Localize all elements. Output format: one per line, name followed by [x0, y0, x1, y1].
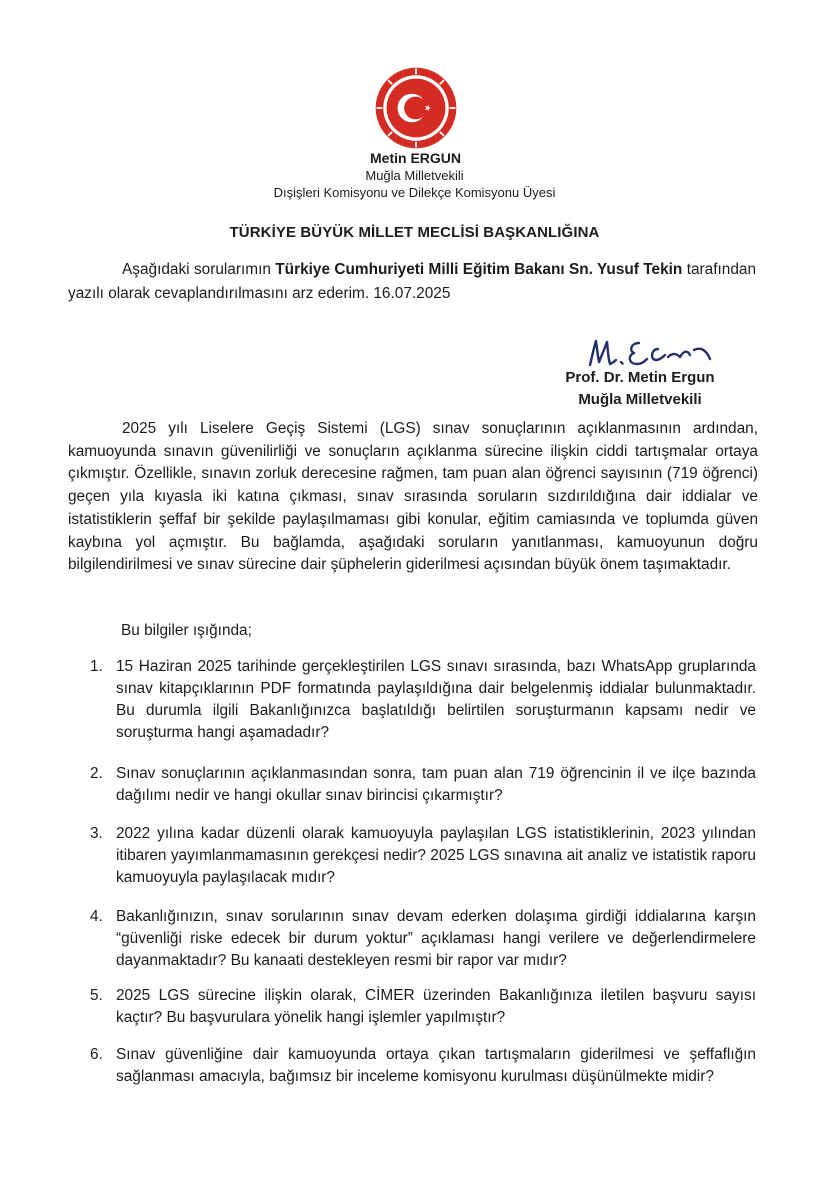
body-paragraph-text: 2025 yılı Liselere Geçiş Sistemi (LGS) sınav sonuçlarının açıklanmasının ardından, kamuoyunda sınavın güvenilirliği ve sonuçların açıklanma sürecine ilişkin ciddi tartışmalar ortaya çıkmıştır. Özellikle, sınavın zorluk derecesine rağmen, tam puan alan öğrenci sayısının (719 öğrenci) geçen yıla kıyasla iki katına çıkması, sınav sırasında soruların sızdırıldığına dair iddialar ve istatistiklerin şeffaf bir şekilde paylaşılmaması gibi konular, eğitim camiasında ve toplumda güven kaybına yol açmıştır. Bu bağlamda, aşağıdaki soruların yanıtlanması, kamuoyunun doğru bilgilendirilmesi ve sınav sürecine dair şüphelerin giderilmesi açısından büyük önem taşımaktadır. [68, 420, 758, 574]
question-text: Bakanlığınızın, sınav sorularının sınav devam ederken dolaşıma girdiği iddialarına karşın “güvenliği riske edecek bir durum yoktur” açıklaması hangi verilere ve değerlendirmelere dayanmaktadır? Bu kanaati destekleyen resmi bir rapor var mıdır? [116, 908, 756, 969]
member-name: Metin ERGUN [370, 150, 461, 166]
question-text: 2022 yılına kadar düzenli olarak kamuoyuyla paylaşılan LGS istatistiklerinin, 2023 yılından itibaren yayımlanmamasının gerekçesi nedir? 2025 LGS sınavına ait analiz ve istatistik raporu kamuoyuyla paylaşılacak mıdır? [116, 825, 756, 886]
member-committees: Dışişleri Komisyonu ve Dilekçe Komisyonu Üyesi [273, 185, 556, 200]
member-constituency: Muğla Milletvekili [365, 168, 464, 183]
signer-name: Prof. Dr. Metin Ergun [565, 369, 715, 386]
intro-minister-name: Türkiye Cumhuriyeti Milli Eğitim Bakanı Sn. Yusuf Tekin [275, 261, 683, 278]
question-number: 5. [90, 987, 103, 1004]
tbmm-seal-logo [374, 66, 458, 150]
question-text: 15 Haziran 2025 tarihinde gerçekleştirilen LGS sınavı sırasında, bazı WhatsApp gruplarında sınav kitapçıklarının PDF formatında paylaşıldığına dair belgelenmiş iddialar bulunmaktadır. Bu durumla ilgili Bakanlığınızca başlatıldığı belirtilen soruşturmanın kapsamı nedir ve soruşturma hangi aşamadadır? [116, 658, 756, 741]
intro-text-start: Aşağıdaki sorularımın [122, 261, 276, 278]
addressee-title: TÜRKİYE BÜYÜK MİLLET MECLİSİ BAŞKANLIĞINA [229, 224, 600, 241]
question-number: 6. [90, 1046, 103, 1063]
lead-in-text: Bu bilgiler ışığında; [121, 622, 252, 639]
question-text: Sınav sonuçlarının açıklanmasından sonra, tam puan alan 719 öğrencinin il ve ilçe bazında dağılımı nedir ve hangi okullar sınav birincisi çıkarmıştır? [116, 765, 756, 804]
intro-paragraph [68, 258, 756, 306]
question-number: 3. [90, 825, 103, 842]
signer-block [540, 367, 740, 411]
intro-text-end: tarafından yazılı olarak cevaplandırılmasını arz ederim. 16.07.2025 [68, 261, 757, 302]
member-header [0, 149, 829, 201]
body-paragraph [68, 418, 758, 577]
signer-title: Muğla Milletvekili [578, 391, 702, 408]
question-number: 2. [90, 765, 103, 782]
question-text: 2025 LGS sürecine ilişkin olarak, CİMER üzerinden Bakanlığınıza iletilen başvuru sayısı kaçtır? Bu başvurulara yönelik hangi işlemler yapılmıştır? [116, 987, 756, 1026]
question-number: 1. [90, 658, 103, 675]
question-text: Sınav güvenliğine dair kamuoyunda ortaya çıkan tartışmaların giderilmesi ve şeffaflığın sağlanması amacıyla, bağımsız bir inceleme komisyonu kurulması düşünülmekte midir? [116, 1046, 756, 1085]
question-number: 4. [90, 908, 103, 925]
